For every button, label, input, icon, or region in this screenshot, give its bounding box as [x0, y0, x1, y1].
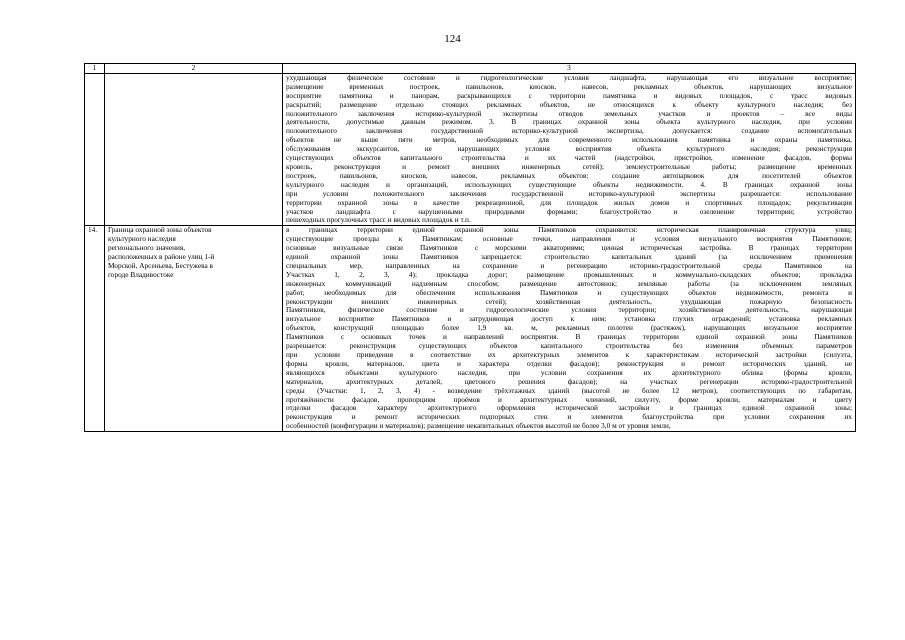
- header-col-3: 3: [283, 64, 856, 74]
- text-line: обслуживания экскурсантов, не нарушающих условия восприятия объекта культурного наследия; реконструкция: [286, 145, 852, 154]
- text-line: Участках 1, 2, 3, 4); прокладка дорог; размещение промышленных и коммунально-складских объектов; прокладка: [286, 270, 852, 279]
- text-line: положительного заключения историко-культурной экспертизы отводов земельных участков и проектов – все виды: [286, 109, 852, 118]
- text-line: протяжённости фасадов, пропорциям проёмов и архитектурных членений, силуэту, форме кровли, материалам и цвету: [286, 395, 852, 404]
- text-line: положительного заключения государственной историко-культурной экспертизы, допускается: создание вспомогательных: [286, 127, 852, 136]
- text-line: Памятников, физическое состояние и гидрогеологические условия территории; хозяйственная деятельность, нарушающая: [286, 306, 852, 315]
- text-line: регионального значения,: [108, 244, 186, 253]
- text-line: расположенных в районе улиц 1-й: [108, 253, 215, 262]
- zone-name-cell: [105, 73, 283, 225]
- text-line: инженерных коммуникаций надземным способом; размещение автостоянок; земляные работы (за исключением земляных: [286, 279, 852, 288]
- header-col-1: 1: [85, 64, 105, 74]
- text-line: отделки фасадов характеру архитектурного оформления исторической застройки в границах единой охранной зоны;: [286, 404, 852, 413]
- text-line: среды (Участки: 1, 2, 3, 4) - возведение трёхэтажных зданий (высотой не более 12 метров), соответствующих по габаритам,: [286, 386, 852, 395]
- text-line: реконструкция и ремонт исторических подпорных стен и элементов благоустройства при условии сохранения их: [286, 413, 852, 422]
- text-line: культурного наследия и организаций, использующих существующие объекты недвижимости. 4. В границах охранной зоны: [286, 180, 852, 189]
- regime-description-cell: [283, 73, 856, 225]
- text-line: работ, необходимых для обеспечения использования Памятников и существующих объектов недвижимости, ремонта и: [286, 288, 852, 297]
- text-line: Памятников с основных точек и направлений восприятия. В границах территории единой охранной зоны Памятников: [286, 333, 852, 342]
- text-line: существующих объектов капитального строительства и их частей (надстройки, пристройки, изменение фасадов, формы: [286, 154, 852, 163]
- text-line: являющихся объектами культурного наследия, при условии сохранения их архитектурного облика (формы кровли,: [286, 368, 852, 377]
- text-line: размещение временных построек, павильонов, киосков, навесов, рекламных объектов, нарушающих визуальное: [286, 82, 852, 91]
- zones-table: [84, 63, 856, 432]
- text-line: объектов, конструкций площадью более 1,9 кв. м, рекламных полотен (растяжек), нарушающих визуальное восприятие: [286, 324, 852, 333]
- text-line: объектов не выше пяти метров, необходимых для современного использования памятника и охраны памятника,: [286, 136, 852, 145]
- text-line: Морской, Арсеньева, Бестужева в: [108, 261, 213, 270]
- text-line: культурного наследия: [108, 235, 176, 244]
- text-line: специальных мер, направленных на сохранение и регенерацию историко-градостроительной среды Памятников на: [286, 261, 852, 270]
- text-line: восприятие памятника и панорам, раскрывающихся с территории памятника и видовых площадок, с трасс видовых: [286, 91, 852, 100]
- text-line: кровель, реконструкция и ремонт внешних инженерных сетей); землеустроительные работы; размещение временных: [286, 162, 852, 171]
- table-row: [85, 73, 856, 225]
- text-line: реконструкции внешних инженерных сетей); хозяйственная деятельность, ухудшающая пожарную безопасность: [286, 297, 852, 306]
- regime-description-cell: [283, 226, 856, 432]
- text-line: особенностей (конфигурации и материалов); размещение некапитальных объектов высотой не более 3,0 м от уровня земли,: [286, 422, 671, 431]
- text-line: разрешается: реконструкция существующих объектов капитального строительства без изменения объемных параметров: [286, 342, 852, 351]
- text-line: территории охранной зоны в качестве рекреационной, для площадок жилых домов и спортивных площадок; рекультивация: [286, 198, 852, 207]
- zone-name-cell: [105, 226, 283, 432]
- text-line: материалов, архитектурных деталей, цветового решения фасадов); на участках регенерации историко-градостроительной: [286, 377, 852, 386]
- text-line: ухудшающая физическое состояние и гидрогеологические условия ландшафта, нарушающая его визуальное восприятие;: [286, 73, 852, 82]
- text-line: основные визуальные связи Памятников с морскими акваториями; ценная историческая застройка. В границах территории: [286, 244, 852, 253]
- page-number: 124: [444, 33, 461, 45]
- text-line: в границах территории единой охранной зоны Памятников сохраняются: историческая планировочная структура улиц;: [286, 226, 852, 235]
- row-number: 14.: [85, 226, 105, 432]
- text-line: при условии приведения в соответствие их архитектурных элементов к характеристикам исторической застройки (силуэта,: [286, 351, 852, 359]
- text-line: существующие проезды к Памятникам; основные точки, направления и условия визуального восприятия Памятников;: [286, 235, 852, 244]
- text-line: деятельности, допустимые данным режимом. 3. В границах охранной зоны объекта культурного наследия, при условии: [286, 118, 852, 127]
- table-row: [85, 226, 856, 432]
- text-line: участков ландшафта с нарушенными природными формами; благоустройство и озеленение территории; устройство: [286, 207, 852, 216]
- text-line: раскрытий; размещение отдельно стоящих рекламных объектов, не относящихся к объекту культурного наследия; без: [286, 100, 852, 109]
- text-line: Граница охранной зоны объектов: [108, 226, 212, 235]
- text-line: построек, павильонов, киосков, навесов, рекламных объектов; создание автопарковок для посетителей объектов: [286, 171, 852, 180]
- text-line: единой охранной зоны Памятников запрещается: строительство капитальных зданий (за исключением применения: [286, 253, 852, 262]
- text-line: визуальное восприятие Памятников и затрудняющая доступ к ним; установка глухих ограждений; установка рекламных: [286, 315, 852, 324]
- table-header-row: [85, 64, 856, 74]
- row-number: [85, 73, 105, 225]
- text-line: при условии положительного заключения государственной историко-культурной экспертизы разрешается: использование: [286, 189, 852, 198]
- header-col-2: 2: [105, 64, 283, 74]
- text-line: городе Владивостоке: [108, 270, 174, 279]
- text-line: пешеходных прогулочных трасс и видовых площадок и т.п.: [286, 216, 471, 225]
- text-line: формы кровли, материалов, цвета и характера отделки фасадов); реконструкция и ремонт исторических зданий, не: [286, 359, 852, 368]
